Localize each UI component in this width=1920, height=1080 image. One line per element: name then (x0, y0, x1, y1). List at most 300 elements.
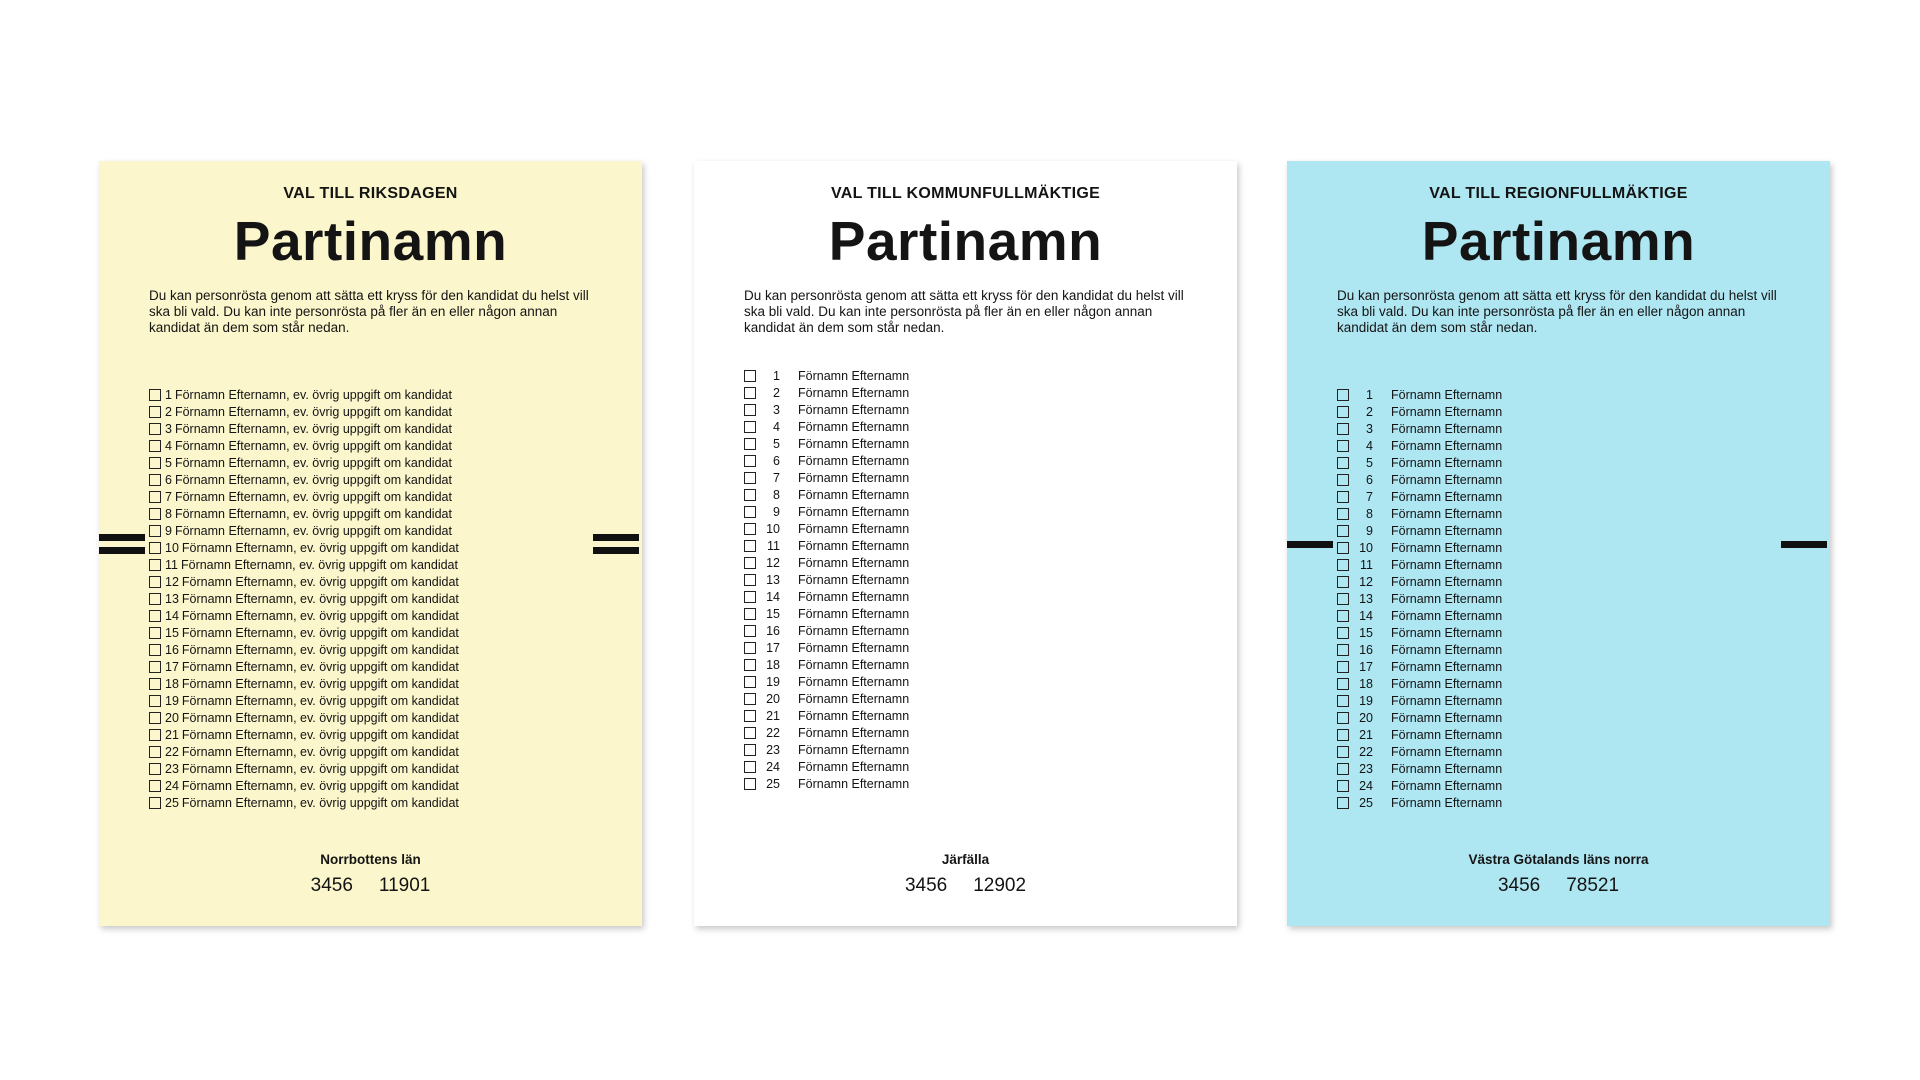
candidate-name: Förnamn Efternamn (798, 742, 910, 757)
candidate-item (1337, 726, 1502, 743)
candidate-name: Förnamn Efternamn, ev. övrig uppgift om kandidat (174, 489, 452, 504)
candidate-name: Förnamn Efternamn (1391, 472, 1503, 487)
candidate-checkbox[interactable] (744, 642, 756, 654)
candidate-item (744, 367, 909, 384)
candidate-item (1337, 573, 1502, 590)
candidate-number: 3 (1366, 421, 1373, 436)
candidate-number: 10 (1359, 540, 1373, 555)
candidate-item (149, 386, 459, 403)
candidate-name: Förnamn Efternamn (1391, 795, 1503, 810)
candidate-number: 2 (165, 404, 172, 419)
candidate-number: 22 (1359, 744, 1373, 759)
candidate-name: Förnamn Efternamn (798, 657, 910, 672)
candidate-item (149, 641, 459, 658)
candidate-number: 6 (165, 472, 172, 487)
candidate-name: Förnamn Efternamn (798, 776, 910, 791)
district-name: Västra Götalands läns norra (1468, 852, 1649, 867)
candidate-item (149, 573, 459, 590)
candidate-checkbox[interactable] (744, 625, 756, 637)
candidate-item (1337, 471, 1502, 488)
candidate-number: 11 (1360, 557, 1373, 572)
candidate-checkbox[interactable] (1337, 644, 1349, 656)
candidate-number: 2 (1366, 404, 1373, 419)
candidate-number: 10 (165, 540, 179, 555)
candidate-item (1337, 760, 1502, 777)
candidate-name: Förnamn Efternamn (798, 589, 910, 604)
candidate-number: 24 (1359, 778, 1373, 793)
candidate-name: Förnamn Efternamn (1391, 676, 1503, 691)
candidate-name: Förnamn Efternamn, ev. övrig uppgift om kandidat (174, 523, 452, 538)
candidate-number: 4 (773, 419, 780, 434)
candidate-name: Förnamn Efternamn (1391, 455, 1503, 470)
candidate-item (149, 607, 459, 624)
candidate-name: Förnamn Efternamn, ev. övrig uppgift om kandidat (174, 455, 452, 470)
candidate-number: 5 (1366, 455, 1373, 470)
fold-mark-left (1287, 541, 1333, 548)
fold-mark-right (1781, 541, 1827, 548)
candidate-item (1337, 420, 1502, 437)
candidate-item (1337, 454, 1502, 471)
candidate-checkbox[interactable] (744, 608, 756, 620)
ballot-region (1287, 161, 1830, 926)
candidate-checkbox[interactable] (744, 455, 756, 467)
candidate-name: Förnamn Efternamn (1391, 523, 1503, 538)
candidate-checkbox[interactable] (744, 404, 756, 416)
candidate-number: 19 (165, 693, 179, 708)
candidate-checkbox[interactable] (149, 661, 161, 673)
candidate-name: Förnamn Efternamn, ev. övrig uppgift om kandidat (181, 540, 459, 555)
candidate-number: 21 (766, 708, 780, 723)
candidate-number: 4 (165, 438, 172, 453)
candidate-item (1337, 556, 1502, 573)
candidate-checkbox[interactable] (1337, 729, 1349, 741)
ballot-code-part-b: 12902 (973, 875, 1027, 896)
candidate-name: Förnamn Efternamn (1391, 744, 1503, 759)
candidate-checkbox[interactable] (744, 744, 756, 756)
candidate-item (744, 656, 909, 673)
candidate-checkbox[interactable] (1337, 406, 1349, 418)
candidate-name: Förnamn Efternamn (1391, 659, 1503, 674)
candidate-number: 20 (1359, 710, 1373, 725)
candidate-checkbox[interactable] (1337, 678, 1349, 690)
candidate-item (744, 605, 909, 622)
candidate-list (744, 367, 909, 792)
candidate-name: Förnamn Efternamn, ev. övrig uppgift om kandidat (181, 574, 459, 589)
candidate-item (1337, 437, 1502, 454)
candidate-number: 1 (165, 387, 172, 402)
candidate-name: Förnamn Efternamn, ev. övrig uppgift om kandidat (180, 557, 458, 572)
candidate-checkbox[interactable] (149, 695, 161, 707)
candidate-checkbox[interactable] (744, 489, 756, 501)
candidate-checkbox[interactable] (149, 525, 161, 537)
candidate-checkbox[interactable] (149, 780, 161, 792)
candidate-item (149, 454, 459, 471)
candidate-number: 14 (165, 608, 179, 623)
ballot-code-part-a: 3456 (904, 875, 948, 896)
candidate-name: Förnamn Efternamn (798, 453, 910, 468)
candidate-checkbox[interactable] (149, 559, 161, 571)
candidate-item (149, 794, 459, 811)
candidate-item (149, 437, 459, 454)
candidate-checkbox[interactable] (149, 440, 161, 452)
fold-mark-right-bottom (593, 547, 639, 554)
candidate-checkbox[interactable] (1337, 440, 1349, 452)
candidate-name: Förnamn Efternamn (1391, 608, 1503, 623)
ballot-kommun (694, 161, 1237, 926)
candidate-item (149, 420, 459, 437)
candidate-checkbox[interactable] (1337, 661, 1349, 673)
fold-mark-right-top (593, 534, 639, 541)
candidate-checkbox[interactable] (149, 423, 161, 435)
candidate-number: 9 (773, 504, 780, 519)
candidate-item (149, 658, 459, 675)
candidate-number: 13 (766, 572, 780, 587)
candidate-item (149, 726, 459, 743)
candidate-number: 12 (1359, 574, 1373, 589)
candidate-checkbox[interactable] (744, 523, 756, 535)
candidate-name: Förnamn Efternamn (798, 385, 910, 400)
candidate-item (744, 503, 909, 520)
candidate-name: Förnamn Efternamn (1391, 778, 1503, 793)
candidate-checkbox[interactable] (1337, 695, 1349, 707)
candidate-checkbox[interactable] (1337, 525, 1349, 537)
candidate-number: 25 (766, 776, 780, 791)
fold-mark-left-top (99, 534, 145, 541)
candidate-item (149, 590, 459, 607)
ballot-code-part-b: 11901 (378, 875, 431, 896)
district-name: Järfälla (941, 852, 990, 867)
candidate-number: 20 (766, 691, 780, 706)
candidate-item (1337, 743, 1502, 760)
candidate-number: 4 (1366, 438, 1373, 453)
candidate-checkbox[interactable] (149, 763, 161, 775)
candidate-item (149, 403, 459, 420)
candidate-number: 1 (1366, 387, 1373, 402)
candidate-number: 17 (165, 659, 179, 674)
candidate-name: Förnamn Efternamn (798, 725, 910, 740)
candidate-item (744, 775, 909, 792)
candidate-name: Förnamn Efternamn (798, 538, 910, 553)
candidate-checkbox[interactable] (1337, 542, 1349, 554)
candidate-name: Förnamn Efternamn (1391, 591, 1503, 606)
candidate-checkbox[interactable] (744, 421, 756, 433)
candidate-checkbox[interactable] (744, 693, 756, 705)
candidate-checkbox[interactable] (149, 746, 161, 758)
candidate-number: 13 (1359, 591, 1373, 606)
candidate-checkbox[interactable] (1337, 712, 1349, 724)
ballot-instructions: Du kan personrösta genom att sätta ett kryss för den kandidat du helst vill ska bli vald. Du kan inte personrösta på fler än en eller någon annan kandidat än dem som står nedan. (149, 288, 589, 335)
candidate-checkbox[interactable] (744, 506, 756, 518)
candidate-name: Förnamn Efternamn, ev. övrig uppgift om kandidat (181, 659, 459, 674)
candidate-checkbox[interactable] (149, 729, 161, 741)
candidate-number: 24 (766, 759, 780, 774)
candidate-checkbox[interactable] (149, 389, 161, 401)
candidate-checkbox[interactable] (744, 591, 756, 603)
candidate-name: Förnamn Efternamn (1391, 761, 1503, 776)
candidate-item (149, 624, 459, 641)
candidate-name: Förnamn Efternamn (798, 708, 910, 723)
candidate-name: Förnamn Efternamn (798, 419, 910, 434)
candidate-name: Förnamn Efternamn (1391, 540, 1503, 555)
candidate-item (744, 435, 909, 452)
ballot-code-part-a: 3456 (1497, 875, 1541, 896)
candidate-number: 8 (165, 506, 172, 521)
candidate-checkbox[interactable] (149, 610, 161, 622)
candidate-checkbox[interactable] (149, 678, 161, 690)
candidate-item (744, 690, 909, 707)
candidate-checkbox[interactable] (744, 676, 756, 688)
candidate-name: Förnamn Efternamn (1391, 421, 1503, 436)
candidate-checkbox[interactable] (744, 557, 756, 569)
candidate-item (1337, 624, 1502, 641)
candidate-number: 18 (165, 676, 179, 691)
candidate-item (149, 760, 459, 777)
ballot-code (694, 875, 1237, 897)
candidate-name: Förnamn Efternamn, ev. övrig uppgift om kandidat (181, 693, 459, 708)
candidate-item (1337, 386, 1502, 403)
candidate-number: 7 (165, 489, 172, 504)
candidate-item (744, 741, 909, 758)
candidate-name: Förnamn Efternamn, ev. övrig uppgift om kandidat (181, 761, 459, 776)
candidate-checkbox[interactable] (1337, 593, 1349, 605)
candidate-item (149, 743, 459, 760)
candidate-checkbox[interactable] (1337, 389, 1349, 401)
candidate-item (1337, 777, 1502, 794)
candidate-checkbox[interactable] (149, 712, 161, 724)
candidate-checkbox[interactable] (1337, 423, 1349, 435)
candidate-number: 5 (165, 455, 172, 470)
candidate-number: 2 (773, 385, 780, 400)
fold-mark-left-bottom (99, 547, 145, 554)
candidate-number: 7 (773, 470, 780, 485)
candidate-number: 14 (1359, 608, 1373, 623)
candidate-checkbox[interactable] (744, 778, 756, 790)
candidate-number: 15 (165, 625, 179, 640)
candidate-item (1337, 403, 1502, 420)
candidate-number: 12 (766, 555, 780, 570)
candidate-checkbox[interactable] (149, 593, 161, 605)
candidate-name: Förnamn Efternamn (798, 555, 910, 570)
candidate-name: Förnamn Efternamn, ev. övrig uppgift om kandidat (181, 778, 459, 793)
candidate-name: Förnamn Efternamn, ev. övrig uppgift om kandidat (181, 591, 459, 606)
candidate-checkbox[interactable] (1337, 797, 1349, 809)
candidate-checkbox[interactable] (149, 491, 161, 503)
candidate-item (744, 401, 909, 418)
candidate-checkbox[interactable] (149, 406, 161, 418)
candidate-name: Förnamn Efternamn (1391, 625, 1503, 640)
candidate-number: 23 (766, 742, 780, 757)
candidate-number: 17 (766, 640, 780, 655)
candidate-item (744, 724, 909, 741)
candidate-list (149, 386, 459, 811)
candidate-checkbox[interactable] (149, 542, 161, 554)
candidate-checkbox[interactable] (744, 574, 756, 586)
candidate-item (1337, 590, 1502, 607)
candidate-item (744, 588, 909, 605)
candidate-checkbox[interactable] (149, 576, 161, 588)
candidate-number: 18 (766, 657, 780, 672)
candidate-item (149, 522, 459, 539)
candidate-name: Förnamn Efternamn (1391, 574, 1503, 589)
candidate-item (1337, 692, 1502, 709)
candidate-checkbox[interactable] (149, 457, 161, 469)
candidate-checkbox[interactable] (149, 797, 161, 809)
candidate-name: Förnamn Efternamn, ev. övrig uppgift om kandidat (181, 795, 459, 810)
ballot-heading: VAL TILL REGIONFULLMÄKTIGE (1429, 185, 1688, 202)
candidate-number: 18 (1359, 676, 1373, 691)
candidate-checkbox[interactable] (744, 472, 756, 484)
candidate-name: Förnamn Efternamn (798, 640, 910, 655)
candidate-name: Förnamn Efternamn (1391, 404, 1503, 419)
candidate-checkbox[interactable] (1337, 763, 1349, 775)
candidate-item (744, 520, 909, 537)
candidate-checkbox[interactable] (1337, 559, 1349, 571)
candidate-item (744, 639, 909, 656)
candidate-checkbox[interactable] (1337, 474, 1349, 486)
candidate-number: 8 (1366, 506, 1373, 521)
candidate-number: 20 (165, 710, 179, 725)
candidate-item (744, 418, 909, 435)
candidate-name: Förnamn Efternamn (1391, 438, 1503, 453)
candidate-name: Förnamn Efternamn (1391, 710, 1503, 725)
candidate-item (744, 537, 909, 554)
candidate-item (1337, 641, 1502, 658)
candidate-number: 3 (165, 421, 172, 436)
candidate-item (149, 556, 459, 573)
ballot-instructions: Du kan personrösta genom att sätta ett kryss för den kandidat du helst vill ska bli vald. Du kan inte personrösta på fler än en eller någon annan kandidat än dem som står nedan. (744, 288, 1184, 335)
ballot-heading: VAL TILL RIKSDAGEN (283, 185, 458, 202)
candidate-item (149, 505, 459, 522)
ballot-code (99, 875, 642, 897)
candidate-number: 15 (766, 606, 780, 621)
candidate-name: Förnamn Efternamn (798, 572, 910, 587)
candidate-number: 5 (773, 436, 780, 451)
candidate-checkbox[interactable] (1337, 576, 1349, 588)
candidate-item (744, 486, 909, 503)
candidate-name: Förnamn Efternamn (798, 623, 910, 638)
district-name: Norrbottens län (320, 852, 421, 867)
candidate-checkbox[interactable] (744, 710, 756, 722)
candidate-name: Förnamn Efternamn (798, 368, 910, 383)
candidate-number: 7 (1366, 489, 1373, 504)
candidate-number: 22 (165, 744, 179, 759)
party-name: Partinamn (233, 210, 508, 272)
candidate-number: 17 (1359, 659, 1373, 674)
candidate-checkbox[interactable] (1337, 457, 1349, 469)
candidate-number: 15 (1359, 625, 1373, 640)
candidate-checkbox[interactable] (1337, 508, 1349, 520)
candidate-name: Förnamn Efternamn (798, 487, 910, 502)
candidate-number: 9 (1366, 523, 1373, 538)
candidate-checkbox[interactable] (744, 540, 756, 552)
candidate-item (1337, 488, 1502, 505)
candidate-item (1337, 675, 1502, 692)
candidate-number: 19 (766, 674, 780, 689)
candidate-name: Förnamn Efternamn, ev. övrig uppgift om kandidat (181, 744, 459, 759)
candidate-name: Förnamn Efternamn, ev. övrig uppgift om kandidat (181, 676, 459, 691)
candidate-checkbox[interactable] (744, 387, 756, 399)
ballot-code-part-a: 3456 (310, 875, 353, 896)
candidate-name: Förnamn Efternamn (1391, 506, 1503, 521)
candidate-item (149, 488, 459, 505)
candidate-name: Förnamn Efternamn (798, 606, 910, 621)
candidate-checkbox[interactable] (1337, 610, 1349, 622)
candidate-item (1337, 522, 1502, 539)
candidate-number: 16 (165, 642, 179, 657)
candidate-name: Förnamn Efternamn (798, 436, 910, 451)
candidate-number: 25 (1359, 795, 1373, 810)
candidate-item (149, 777, 459, 794)
candidate-checkbox[interactable] (149, 474, 161, 486)
candidate-name: Förnamn Efternamn, ev. övrig uppgift om kandidat (174, 438, 452, 453)
candidate-checkbox[interactable] (744, 659, 756, 671)
candidate-checkbox[interactable] (149, 627, 161, 639)
candidate-checkbox[interactable] (744, 370, 756, 382)
candidate-number: 25 (165, 795, 179, 810)
candidate-number: 1 (773, 368, 780, 383)
candidate-checkbox[interactable] (149, 644, 161, 656)
ballot-code (1287, 875, 1830, 897)
candidate-name: Förnamn Efternamn (1391, 727, 1503, 742)
candidate-checkbox[interactable] (744, 438, 756, 450)
candidate-number: 6 (773, 453, 780, 468)
ballot-instructions: Du kan personrösta genom att sätta ett kryss för den kandidat du helst vill ska bli vald. Du kan inte personrösta på fler än en eller någon annan kandidat än dem som står nedan. (1337, 288, 1777, 335)
candidate-number: 8 (773, 487, 780, 502)
candidate-checkbox[interactable] (744, 761, 756, 773)
ballot-heading: VAL TILL KOMMUNFULLMÄKTIGE (830, 185, 1101, 202)
candidate-name: Förnamn Efternamn, ev. övrig uppgift om kandidat (181, 727, 459, 742)
candidate-name: Förnamn Efternamn (798, 504, 910, 519)
ballot-code-part-b: 78521 (1566, 875, 1620, 896)
candidate-name: Förnamn Efternamn (798, 674, 910, 689)
candidate-number: 21 (1359, 727, 1373, 742)
candidate-item (149, 692, 459, 709)
candidate-name: Förnamn Efternamn, ev. övrig uppgift om kandidat (181, 710, 459, 725)
candidate-item (1337, 539, 1502, 556)
candidate-name: Förnamn Efternamn (1391, 642, 1503, 657)
candidate-name: Förnamn Efternamn (1391, 693, 1503, 708)
candidate-number: 22 (766, 725, 780, 740)
candidate-checkbox[interactable] (1337, 491, 1349, 503)
candidate-name: Förnamn Efternamn, ev. övrig uppgift om kandidat (174, 506, 452, 521)
candidate-number: 11 (165, 557, 178, 572)
candidate-checkbox[interactable] (1337, 780, 1349, 792)
candidate-number: 16 (1359, 642, 1373, 657)
candidate-item (1337, 505, 1502, 522)
candidate-item (1337, 607, 1502, 624)
candidate-number: 13 (165, 591, 179, 606)
candidate-item (744, 571, 909, 588)
candidate-name: Förnamn Efternamn (798, 759, 910, 774)
candidate-item (744, 554, 909, 571)
candidate-checkbox[interactable] (1337, 627, 1349, 639)
candidate-number: 14 (766, 589, 780, 604)
candidate-name: Förnamn Efternamn (1391, 489, 1503, 504)
candidate-number: 9 (165, 523, 172, 538)
candidate-item (744, 622, 909, 639)
candidate-item (744, 384, 909, 401)
candidate-item (744, 673, 909, 690)
candidate-item (744, 469, 909, 486)
candidate-checkbox[interactable] (744, 727, 756, 739)
candidate-checkbox[interactable] (1337, 746, 1349, 758)
candidate-name: Förnamn Efternamn (798, 521, 910, 536)
candidate-checkbox[interactable] (149, 508, 161, 520)
candidate-name: Förnamn Efternamn, ev. övrig uppgift om kandidat (181, 642, 459, 657)
candidate-number: 23 (165, 761, 179, 776)
candidate-name: Förnamn Efternamn, ev. övrig uppgift om kandidat (174, 404, 452, 419)
party-name: Partinamn (1421, 210, 1696, 272)
